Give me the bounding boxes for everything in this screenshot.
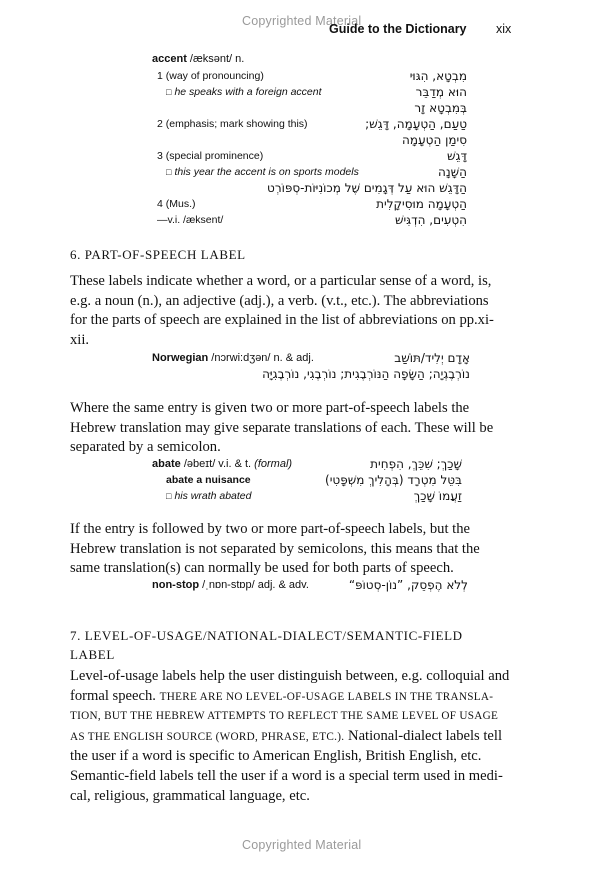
accent-entry-heading xyxy=(152,53,244,65)
accent-example-1: □ he speaks with a foreign accent הוּא מְדַבֵּר xyxy=(166,85,467,99)
page-number: xix xyxy=(496,22,512,36)
square-bullet-icon: □ xyxy=(166,167,172,177)
copyright-watermark-bottom: Copyrighted Material xyxy=(242,838,362,852)
pronunciation: /æksənt/ n. xyxy=(189,53,245,65)
accent-verb-form: —v.i. /æksent/ הִטְעִים, הִדְגִּישׁ xyxy=(157,213,467,227)
section-6-heading: 6. PART-OF-SPEECH LABEL xyxy=(70,247,246,262)
abate-phrase: abate a nuisance בִּטֵּל מִטְרָד (בְּהָלִיךְ מִשְׁפָּטִי) xyxy=(166,473,462,487)
norwegian-entry-cont: נוֹרְבֶגְיָה; הַשָּׂפָה הַנּוֹרְבֶגִית; נוֹרְבֶגִי, נוֹרְבֶגִיָּה xyxy=(262,367,470,381)
accent-sense-2-cont: סִימַן הַטְעָמָה xyxy=(402,133,467,147)
accent-sense-1: 1 (way of pronouncing) מִבְטָא, הִגּוּי xyxy=(157,69,467,83)
section-6-paragraph-2: Where the same entry is given two or more part-of-speech labels the Hebrew translation may give separate translations of each. These will be separated by a semicolon. xyxy=(70,400,494,456)
non-stop-entry: non-stop /ˌnɒn-stɒp/ adj. & adv. לְלֹא הֶפְסֵק, ”נוֹן-סְטוֹפּ“ xyxy=(152,578,468,592)
copyright-watermark-top: Copyrighted Material xyxy=(242,14,362,28)
headword: abate xyxy=(152,458,181,470)
running-title: Guide to the Dictionary xyxy=(329,22,467,36)
section-6-paragraph-3: If the entry is followed by two or more part-of-speech labels, but the Hebrew translation is not separated by semicolons, this means that the same translation(s) can normally be used for both parts of speech. xyxy=(70,521,480,577)
section-7-paragraph: Level-of-usage labels help the user distinguish between, e.g. colloquial and formal speech. THERE ARE NO LEVEL-OF-USAGE LABELS IN THE TRANSLA- TION, BUT THE HEBREW ATTEMPTS TO REFLECT THE SAME LEVEL OF USAGE AS THE ENGLISH SOURCE (WORD, PHRASE, ETC.). National-dialect labels tell the user if a word is specific to American English, British English, etc. Semantic-field labels tell the user if a word is a special term used in medi- cal, religious, grammatical language, etc. xyxy=(70,668,510,804)
headword: accent xyxy=(152,53,187,65)
accent-example-3-cont: הַדָּגֵשׁ הוּא עַל דְּגָמִים שֶׁל מְכוֹנִיּוֹת-סְפּוֹרְט xyxy=(267,181,467,195)
accent-sense-4: 4 (Mus.) הַטְעָמָה מוּסִיקָלִית xyxy=(157,197,467,211)
norwegian-entry: Norwegian /nɔrwi:dʒən/ n. & adj. אָדָם יְלִיד/תּוֹשַׁב xyxy=(152,351,470,365)
abate-example: □ his wrath abated זַעֲמוֹ שָׁכַךְ xyxy=(166,489,462,503)
section-7-heading: 7. LEVEL-OF-USAGE/NATIONAL-DIALECT/SEMANTIC-FIELD LABEL xyxy=(70,628,463,662)
headword: Norwegian xyxy=(152,352,209,364)
accent-example-1-cont: בְּמִבְטָא זָר xyxy=(414,101,467,115)
square-bullet-icon: □ xyxy=(166,491,172,501)
section-6-paragraph-1: These labels indicate whether a word, or a particular sense of a word, is, e.g. a noun (n.), an adjective (adj.), a verb. (v.t., etc.). The abbreviations for the parts of speech are explained in the list of abbreviations on pp.xi- xii. xyxy=(70,273,494,348)
accent-sense-3: 3 (special prominence) דָּגֵשׁ xyxy=(157,149,467,163)
abate-entry: abate /əbeɪt/ v.i. & t. (formal) שָׁכַךְ; שִׁכֵּךְ, הִפְחִית xyxy=(152,457,462,471)
headword: non-stop xyxy=(152,579,200,591)
square-bullet-icon: □ xyxy=(166,87,172,97)
accent-sense-2: 2 (emphasis; mark showing this) טַעַם, הַטְעָמָה, דָּגֵשׁ; xyxy=(157,117,467,131)
accent-example-3: □ this year the accent is on sports models הַשָּׁנָה xyxy=(166,165,467,179)
